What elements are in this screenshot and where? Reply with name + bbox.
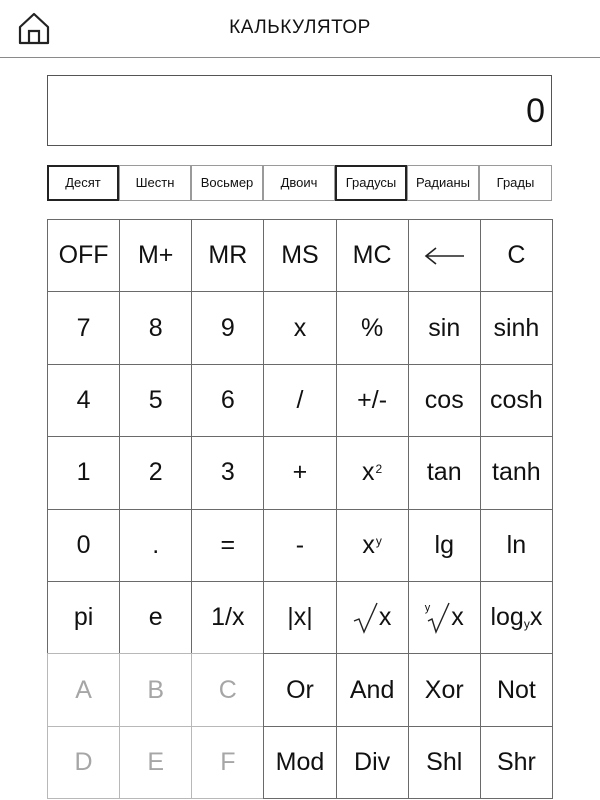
- mode-decimal[interactable]: Десят: [47, 165, 119, 201]
- mr-key[interactable]: MR: [191, 219, 264, 292]
- tanh-key[interactable]: tanh: [480, 436, 553, 509]
- sqrt-key[interactable]: x: [336, 581, 409, 654]
- c-key: C: [191, 653, 264, 726]
- home-button[interactable]: [16, 10, 56, 48]
- mode-hex[interactable]: Шестн: [119, 165, 191, 201]
- 4-key[interactable]: 4: [47, 364, 120, 437]
- radical-icon: [427, 601, 451, 635]
- 6-key[interactable]: 6: [191, 364, 264, 437]
- mode-bar: [47, 165, 552, 201]
- ms-key[interactable]: MS: [263, 219, 336, 292]
- 8-key[interactable]: 8: [119, 291, 192, 364]
- div-key[interactable]: Div: [336, 726, 409, 799]
- off-key[interactable]: OFF: [47, 219, 120, 292]
- radical-icon: [353, 601, 379, 635]
- tan-key[interactable]: tan: [408, 436, 481, 509]
- 3-key[interactable]: 3: [191, 436, 264, 509]
- not-key[interactable]: Not: [480, 653, 553, 726]
- and-key[interactable]: And: [336, 653, 409, 726]
- mode-degrees[interactable]: Градусы: [335, 165, 407, 201]
- power-key[interactable]: x y: [336, 509, 409, 582]
- 5-key[interactable]: 5: [119, 364, 192, 437]
- abs-key[interactable]: |x|: [263, 581, 336, 654]
- decimal-point-key[interactable]: .: [119, 509, 192, 582]
- backspace-arrow-icon: [422, 246, 466, 266]
- cos-key[interactable]: cos: [408, 364, 481, 437]
- 9-key[interactable]: 9: [191, 291, 264, 364]
- c-key[interactable]: C: [480, 219, 553, 292]
- multiply-key[interactable]: x: [263, 291, 336, 364]
- 1-key[interactable]: 1: [47, 436, 120, 509]
- mode-grads[interactable]: Грады: [479, 165, 552, 201]
- percent-key[interactable]: %: [336, 291, 409, 364]
- equals-key[interactable]: =: [191, 509, 264, 582]
- mode-binary[interactable]: Двоич: [263, 165, 335, 201]
- ln-key[interactable]: ln: [480, 509, 553, 582]
- square-key[interactable]: x 2: [336, 436, 409, 509]
- plus-key[interactable]: +: [263, 436, 336, 509]
- title-bar: [0, 0, 600, 58]
- mc-key[interactable]: MC: [336, 219, 409, 292]
- shl-key[interactable]: Shl: [408, 726, 481, 799]
- pi-key[interactable]: pi: [47, 581, 120, 654]
- reciprocal-key[interactable]: 1/x: [191, 581, 264, 654]
- e-key: E: [119, 726, 192, 799]
- minus-key[interactable]: -: [263, 509, 336, 582]
- page-title: КАЛЬКУЛЯТОР: [229, 17, 371, 38]
- lg-key[interactable]: lg: [408, 509, 481, 582]
- f-key: F: [191, 726, 264, 799]
- sign-key[interactable]: +/-: [336, 364, 409, 437]
- result-display: [47, 75, 552, 146]
- m-plus-key[interactable]: M+: [119, 219, 192, 292]
- mode-octal[interactable]: Восьмер: [191, 165, 263, 201]
- home-icon: [16, 10, 56, 48]
- e-key[interactable]: e: [119, 581, 192, 654]
- divide-key[interactable]: /: [263, 364, 336, 437]
- cosh-key[interactable]: cosh: [480, 364, 553, 437]
- 0-key[interactable]: 0: [47, 509, 120, 582]
- nth-root-key[interactable]: y x: [408, 581, 481, 654]
- 2-key[interactable]: 2: [119, 436, 192, 509]
- keypad: [47, 219, 552, 798]
- shr-key[interactable]: Shr: [480, 726, 553, 799]
- mode-radians[interactable]: Радианы: [407, 165, 479, 201]
- b-key: B: [119, 653, 192, 726]
- d-key: D: [47, 726, 120, 799]
- sinh-key[interactable]: sinh: [480, 291, 553, 364]
- sin-key[interactable]: sin: [408, 291, 481, 364]
- log-base-key[interactable]: log y x: [480, 581, 553, 654]
- xor-key[interactable]: Xor: [408, 653, 481, 726]
- display-value: 0: [526, 92, 545, 130]
- or-key[interactable]: Or: [263, 653, 336, 726]
- mod-key[interactable]: Mod: [263, 726, 336, 799]
- 7-key[interactable]: 7: [47, 291, 120, 364]
- backspace-button[interactable]: [408, 219, 481, 292]
- a-key: A: [47, 653, 120, 726]
